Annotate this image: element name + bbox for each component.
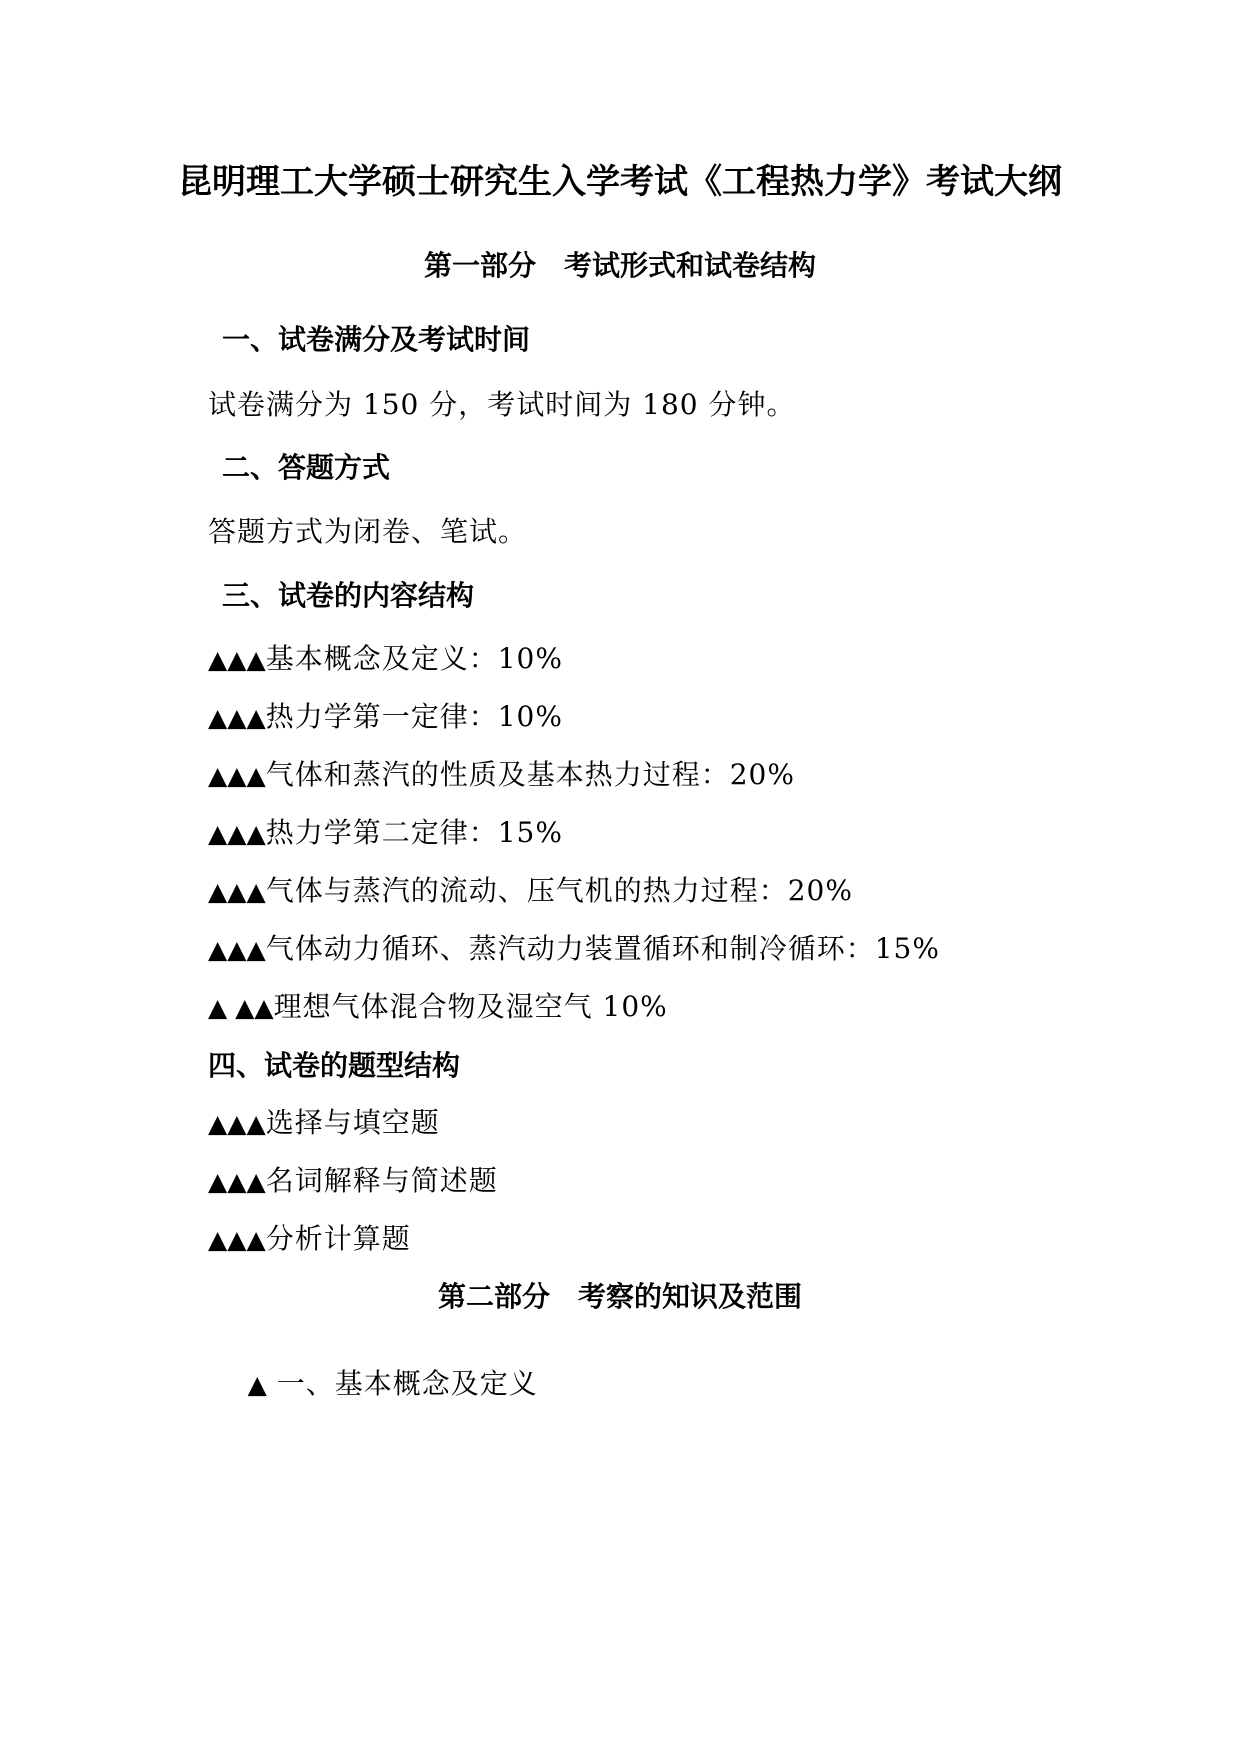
- section2-heading: 二、答题方式: [222, 451, 391, 484]
- content-item: [208, 932, 940, 965]
- section3-heading: 三、试卷的内容结构: [222, 579, 475, 612]
- triangle-marker-icon: ▲▲▲: [208, 703, 266, 732]
- content-item: [208, 642, 563, 675]
- section1-text: 试卷满分为 150 分，考试时间为 180 分钟。: [208, 388, 796, 421]
- document-title: 昆明理工大学硕士研究生入学考试《工程热力学》考试大纲: [178, 162, 1062, 202]
- triangle-marker-icon: ▲▲▲: [208, 935, 266, 964]
- question-type-item: [208, 1164, 498, 1197]
- content-item-text: 热力学第二定律：15%: [265, 816, 563, 849]
- part2-title: 考察的知识及范围: [578, 1280, 803, 1313]
- section1-heading: 一、试卷满分及考试时间: [222, 323, 531, 356]
- part2-heading: [0, 1280, 1240, 1313]
- content-item: [208, 990, 668, 1023]
- question-type-text: 分析计算题: [265, 1222, 411, 1255]
- knowledge-item: [208, 1342, 538, 1426]
- question-type-item: [208, 1222, 411, 1255]
- triangle-marker-icon: ▲▲▲: [208, 1109, 266, 1138]
- triangle-marker-icon: ▲▲▲: [208, 645, 266, 674]
- question-type-text: 选择与填空题: [265, 1106, 440, 1139]
- content-item-text: 理想气体混合物及湿空气 10%: [273, 990, 668, 1023]
- part2-label: 第二部分: [437, 1280, 550, 1313]
- section4-heading: 四、试卷的题型结构: [208, 1049, 461, 1082]
- triangle-marker-icon: ▲▲▲: [208, 761, 266, 790]
- triangle-marker-icon: ▲▲▲: [208, 819, 266, 848]
- content-item: [208, 758, 795, 791]
- question-type-text: 名词解释与简述题: [265, 1164, 498, 1197]
- content-item: [208, 816, 563, 849]
- triangle-marker-icon: ▲▲▲: [208, 877, 266, 906]
- triangle-marker-icon: ▲ ▲▲: [208, 993, 274, 1022]
- content-item-text: 基本概念及定义：10%: [265, 642, 563, 675]
- part1-title: 考试形式和试卷结构: [564, 249, 817, 282]
- content-item: [208, 700, 563, 733]
- content-item-text: 热力学第一定律：10%: [265, 700, 563, 733]
- triangle-marker-icon: ▲: [247, 1370, 267, 1399]
- part1-label: 第一部分: [423, 249, 536, 282]
- triangle-marker-icon: ▲▲▲: [208, 1167, 266, 1196]
- knowledge-item-text: 一、基本概念及定义: [266, 1367, 538, 1400]
- part1-heading: [0, 249, 1240, 282]
- content-item-text: 气体与蒸汽的流动、压气机的热力过程：20%: [265, 874, 853, 907]
- content-item-text: 气体和蒸汽的性质及基本热力过程：20%: [265, 758, 795, 791]
- question-type-item: [208, 1106, 440, 1139]
- section2-text: 答题方式为闭卷、笔试。: [208, 515, 528, 548]
- triangle-marker-icon: ▲▲▲: [208, 1225, 266, 1254]
- content-item: [208, 874, 853, 907]
- content-item-text: 气体动力循环、蒸汽动力装置循环和制冷循环：15%: [265, 932, 940, 965]
